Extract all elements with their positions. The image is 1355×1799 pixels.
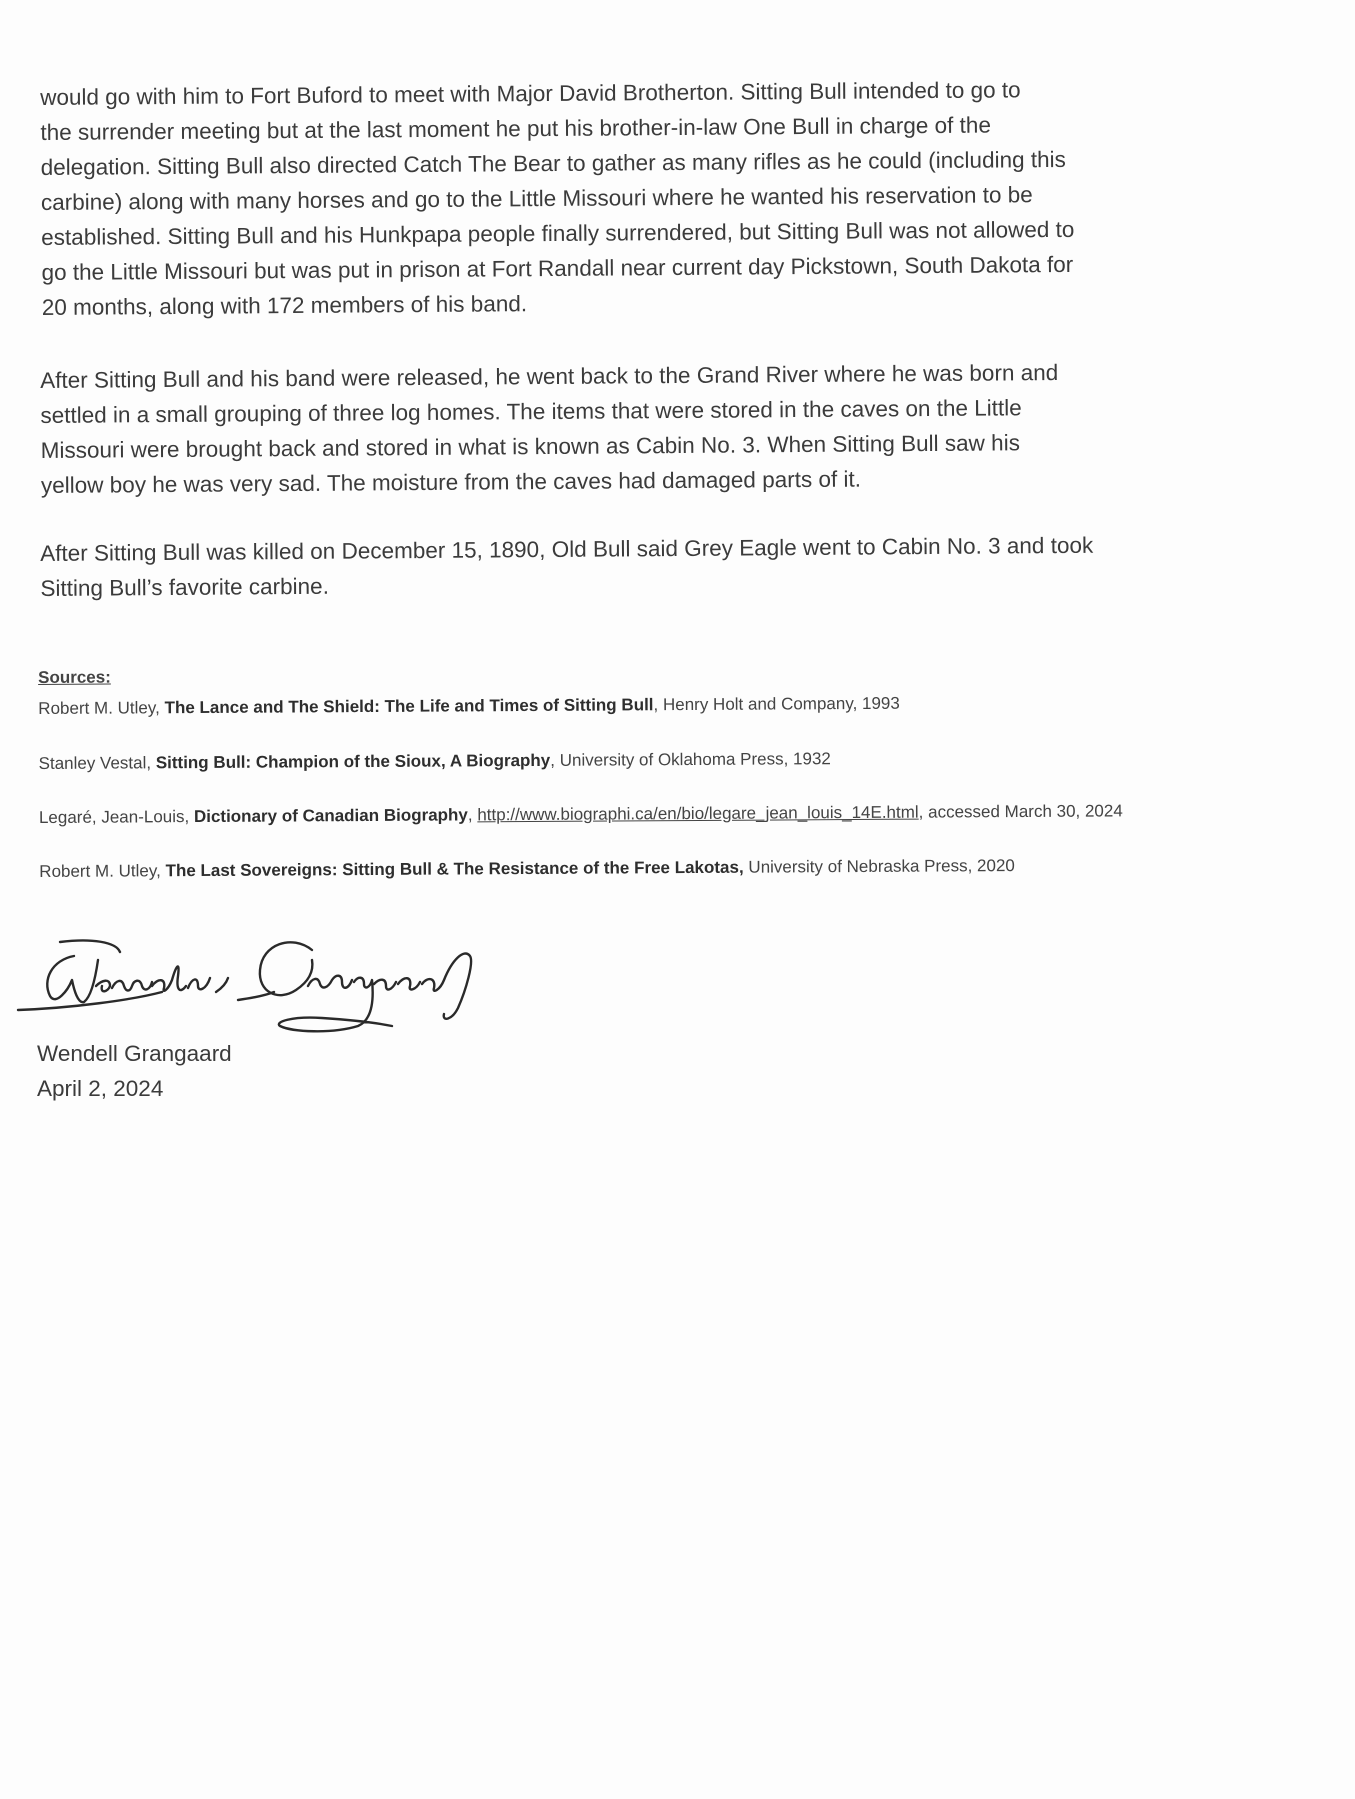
signer-name: Wendell Grangaard bbox=[37, 1041, 232, 1066]
source-accessed: , accessed March 30, 2024 bbox=[918, 801, 1123, 822]
source-entry bbox=[38, 738, 1278, 781]
source-entry bbox=[39, 793, 1279, 834]
source-publisher: , Henry Holt and Company, 1993 bbox=[653, 693, 900, 715]
paragraph-text: After Sitting Bull and his band were released, he went back to the Grand River where he was born and settled in a small grouping of three log homes. The items that were stored in the caves on the Little Missouri were brought back and stored in what is known as Cabin No. 3. When Sitting Bull saw his yellow boy he was very sad. The moisture from the caves had damaged parts of it. bbox=[40, 360, 1059, 498]
source-entry bbox=[39, 846, 1279, 889]
paragraph-surrender bbox=[40, 70, 1272, 325]
paragraph-death bbox=[40, 526, 1271, 606]
source-author: Stanley Vestal, bbox=[38, 753, 156, 773]
source-title: Sitting Bull: Champion of the Sioux, A Biography bbox=[155, 750, 551, 773]
sources-section bbox=[38, 657, 1279, 909]
source-entry bbox=[38, 683, 1278, 726]
source-author: Robert M. Utley, bbox=[38, 698, 165, 718]
source-link[interactable]: http://www.biographi.ca/en/bio/legare_jean_louis_14E.html bbox=[477, 802, 919, 825]
source-title: The Lance and The Shield: The Life and Times of Sitting Bull bbox=[164, 695, 654, 718]
source-author: Legaré, Jean-Louis, bbox=[38, 807, 194, 827]
source-publisher: , University of Oklahoma Press, 1932 bbox=[550, 749, 831, 770]
sources-heading: Sources: bbox=[38, 667, 111, 687]
paragraph-text: After Sitting Bull was killed on December 15, 1890, Old Bull said Grey Eagle went to Cabin No. 3 and took Sitting Bull’s favorite carbine. bbox=[40, 532, 1094, 601]
signed-date: April 2, 2024 bbox=[37, 1076, 164, 1101]
source-author: Robert M. Utley, bbox=[39, 861, 166, 881]
source-title: Dictionary of Canadian Biography bbox=[193, 805, 468, 827]
source-publisher: University of Nebraska Press, 2020 bbox=[743, 856, 1015, 877]
paragraph-release bbox=[40, 353, 1271, 503]
source-title: The Last Sovereigns: Sitting Bull & The Resistance of the Free Lakotas, bbox=[165, 857, 744, 881]
source-separator: , bbox=[467, 805, 478, 825]
paragraph-text: would go with him to Fort Buford to meet with Major David Brotherton. Sitting Bull intended to go to the surrender meeting but at the last moment he put his brother-in-law One Bull in charge of the delegation. Sitting Bull also directed Catch The Bear to gather as many rifles as he could (including this carbine) along with many horses and go to the Little Missouri where he wanted his reservation to be established. Sitting Bull and his Hunkpapa people finally surrendered, but Sitting Bull was not allowed to go the Little Missouri but was put in prison at Fort Randall near current day Pickstown, South Dakota for 20 months, along with 172 members of his band. bbox=[40, 77, 1075, 320]
